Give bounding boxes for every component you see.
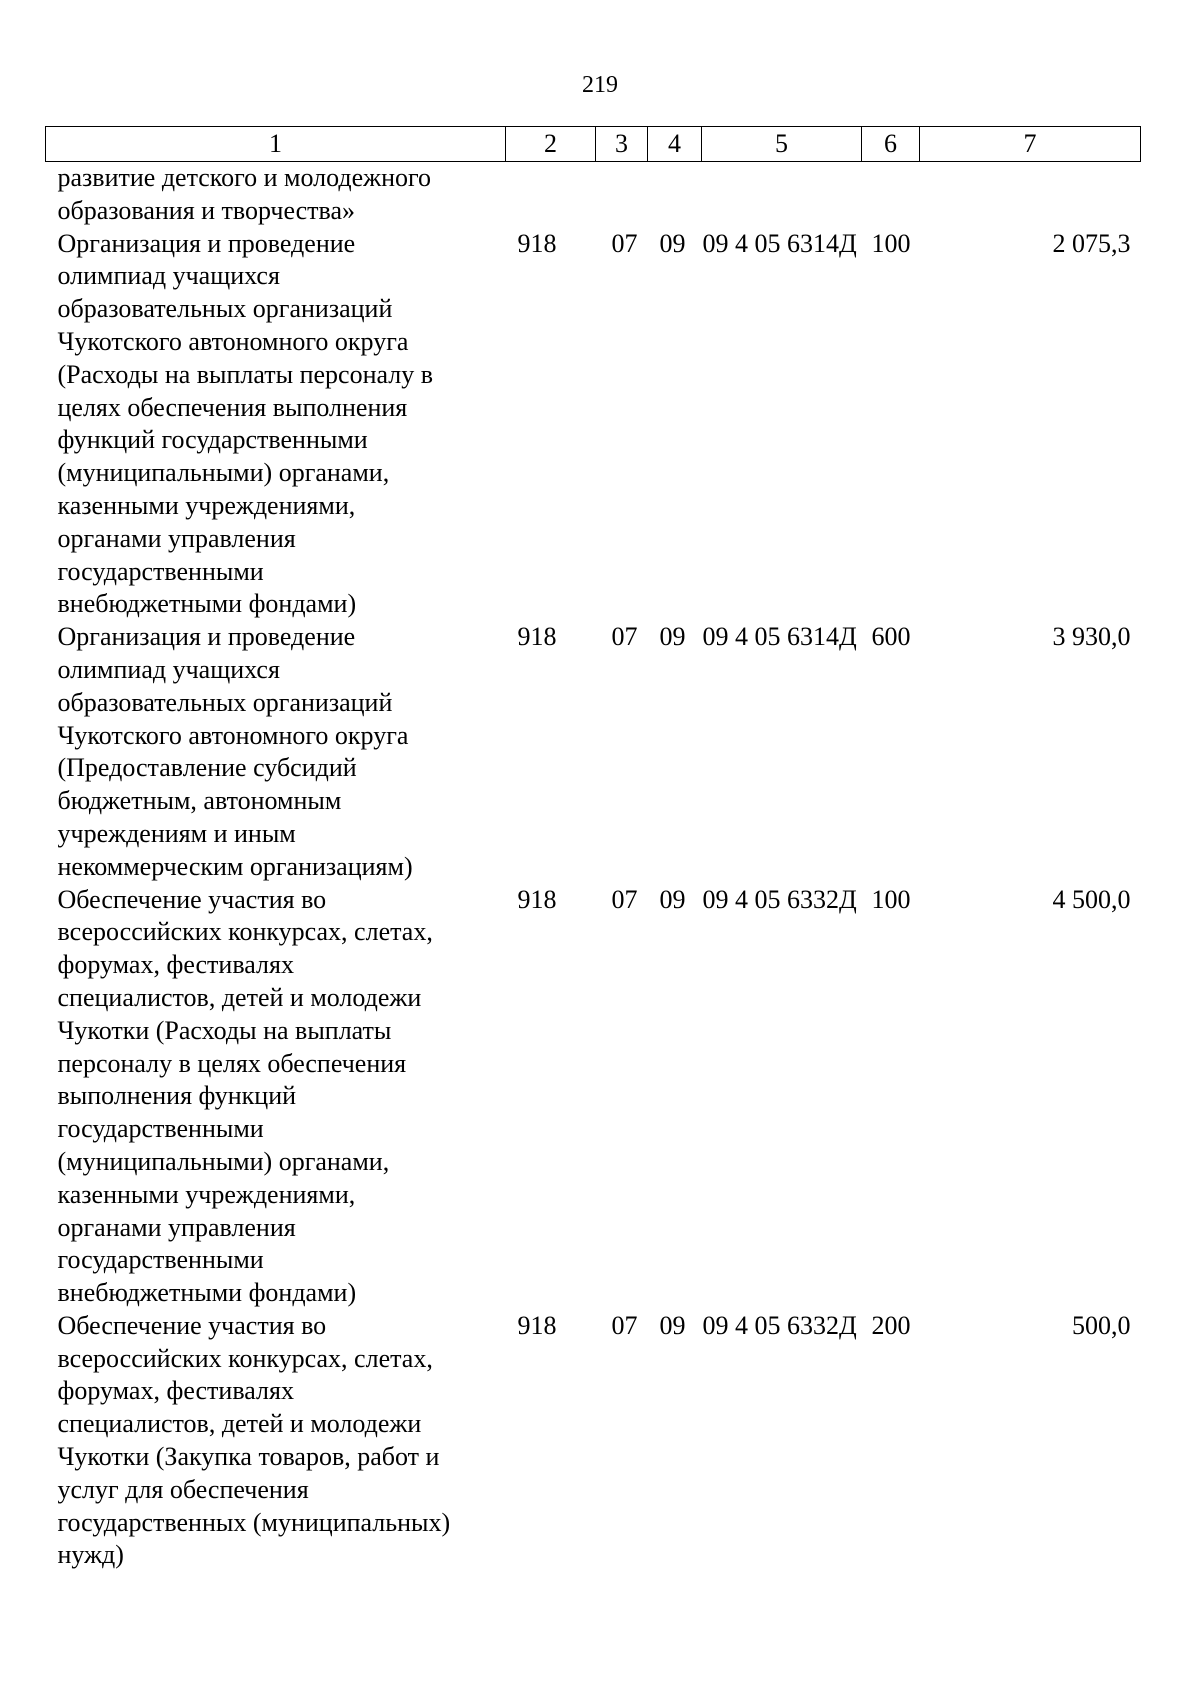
- expense-name-line: функций государственными: [57, 425, 368, 455]
- expense-name-line: специалистов, детей и молодежи: [57, 982, 422, 1012]
- table-row: [46, 884, 1141, 1310]
- budget-table: [45, 126, 1141, 1572]
- expense-name-line: Организация и проведение: [57, 228, 356, 258]
- expense-name-line: Чукотки (Закупка товаров, работ и: [57, 1442, 440, 1472]
- subsection-code-cell: 09: [659, 1310, 686, 1340]
- expense-name-line: Чукотского автономного округа: [57, 326, 409, 356]
- subsection-code-cell: 09: [659, 622, 686, 652]
- subsection-code-cell: 09: [659, 884, 686, 914]
- amount-cell: 500,0: [1072, 1310, 1131, 1340]
- column-header-5: 5: [702, 127, 862, 162]
- expense-name-line: специалистов, детей и молодежи: [57, 1409, 422, 1439]
- target-article-code-cell: [702, 162, 862, 228]
- column-header-1: 1: [46, 127, 506, 162]
- expense-name-line: государственных (муниципальных): [57, 1507, 451, 1537]
- target-article-code-cell: 09 4 05 6314Д: [702, 622, 857, 652]
- table-row: [46, 621, 1141, 883]
- expense-name-line: (Предоставление субсидий: [57, 753, 357, 783]
- expense-name-cell: [46, 1310, 506, 1572]
- expense-name-line: нужд): [57, 1540, 124, 1570]
- expense-name-line: Обеспечение участия во: [57, 1310, 327, 1340]
- section-code-cell: [596, 162, 648, 228]
- expense-name-line: всероссийских конкурсах, слетах,: [57, 1343, 433, 1373]
- expense-name-line: внебюджетными фондами): [57, 1278, 357, 1308]
- amount-cell: 4 500,0: [1052, 884, 1131, 914]
- expense-name-line: Обеспечение участия во: [57, 884, 327, 914]
- expense-name-line: (муниципальными) органами,: [57, 1146, 390, 1176]
- subsection-code-cell: [648, 162, 702, 228]
- column-header-2: 2: [506, 127, 596, 162]
- expense-name-line: некоммерческим организациям): [57, 851, 413, 881]
- expense-name-line: образовательных организаций: [57, 294, 393, 324]
- expense-name-line: развитие детского и молодежного: [57, 163, 432, 192]
- table-row: [46, 228, 1141, 622]
- expense-type-code-cell: [862, 162, 920, 228]
- section-code-cell: 07: [611, 884, 638, 914]
- expense-name-line: казенными учреждениями,: [57, 1179, 356, 1209]
- expense-name-line: целях обеспечения выполнения: [57, 392, 408, 422]
- chapter-code-cell: [506, 162, 596, 228]
- expense-type-code-cell: 100: [871, 228, 911, 258]
- expense-name-line: всероссийских конкурсах, слетах,: [57, 917, 433, 947]
- amount-cell: 2 075,3: [1052, 228, 1131, 258]
- expense-name-line: Чукотского автономного округа: [57, 720, 409, 750]
- table-header-row: [46, 127, 1141, 162]
- expense-name-line: Организация и проведение: [57, 622, 356, 652]
- expense-name-line: государственными: [57, 556, 264, 586]
- expense-name-line: Чукотки (Расходы на выплаты: [57, 1015, 392, 1045]
- expense-name-line: услуг для обеспечения: [57, 1474, 309, 1504]
- expense-name-cell: [46, 884, 506, 1310]
- expense-name-line: государственными: [57, 1245, 264, 1275]
- table-body: [46, 162, 1141, 1573]
- column-header-3: 3: [596, 127, 648, 162]
- amount-cell: [920, 162, 1141, 228]
- expense-name-line: (Расходы на выплаты персоналу в: [57, 359, 434, 389]
- target-article-code-cell: 09 4 05 6314Д: [702, 228, 857, 258]
- section-code-cell: 07: [611, 1310, 638, 1340]
- page-number: 219: [582, 72, 618, 98]
- section-code-cell: 07: [611, 228, 638, 258]
- expense-name-line: органами управления: [57, 523, 296, 553]
- expense-name-line: образовательных организаций: [57, 687, 393, 717]
- chapter-code-cell: 918: [517, 884, 557, 914]
- column-header-7: 7: [920, 127, 1141, 162]
- expense-name-line: казенными учреждениями,: [57, 490, 356, 520]
- target-article-code-cell: 09 4 05 6332Д: [702, 884, 857, 914]
- expense-name-line: олимпиад учащихся: [57, 654, 280, 684]
- expense-name-line: внебюджетными фондами): [57, 589, 357, 619]
- expense-type-code-cell: 600: [871, 622, 911, 652]
- expense-name-line: олимпиад учащихся: [57, 261, 280, 291]
- chapter-code-cell: 918: [517, 228, 557, 258]
- expense-name-line: форумах, фестивалях: [57, 950, 294, 980]
- amount-cell: 3 930,0: [1052, 622, 1131, 652]
- subsection-code-cell: 09: [659, 228, 686, 258]
- target-article-code-cell: 09 4 05 6332Д: [702, 1310, 857, 1340]
- expense-name-cell: [46, 228, 506, 622]
- expense-name-line: образования и творчества»: [57, 195, 356, 225]
- chapter-code-cell: 918: [517, 622, 557, 652]
- expense-name-line: бюджетным, автономным: [57, 786, 342, 816]
- expense-name-line: государственными: [57, 1114, 264, 1144]
- expense-name-cell: [46, 621, 506, 883]
- expense-name-line: персоналу в целях обеспечения: [57, 1048, 407, 1078]
- expense-type-code-cell: 200: [871, 1310, 911, 1340]
- section-code-cell: 07: [611, 622, 638, 652]
- expense-name-line: органами управления: [57, 1212, 296, 1242]
- chapter-code-cell: 918: [517, 1310, 557, 1340]
- expense-type-code-cell: 100: [871, 884, 911, 914]
- expense-name-line: учреждениям и иным: [57, 818, 296, 848]
- expense-name-line: (муниципальными) органами,: [57, 458, 390, 488]
- expense-name-line: форумах, фестивалях: [57, 1376, 294, 1406]
- column-header-6: 6: [862, 127, 920, 162]
- expense-name-line: выполнения функций: [57, 1081, 297, 1111]
- column-header-4: 4: [648, 127, 702, 162]
- table-row: [46, 162, 1141, 228]
- expense-name-cell: [46, 162, 506, 228]
- table-row: [46, 1310, 1141, 1572]
